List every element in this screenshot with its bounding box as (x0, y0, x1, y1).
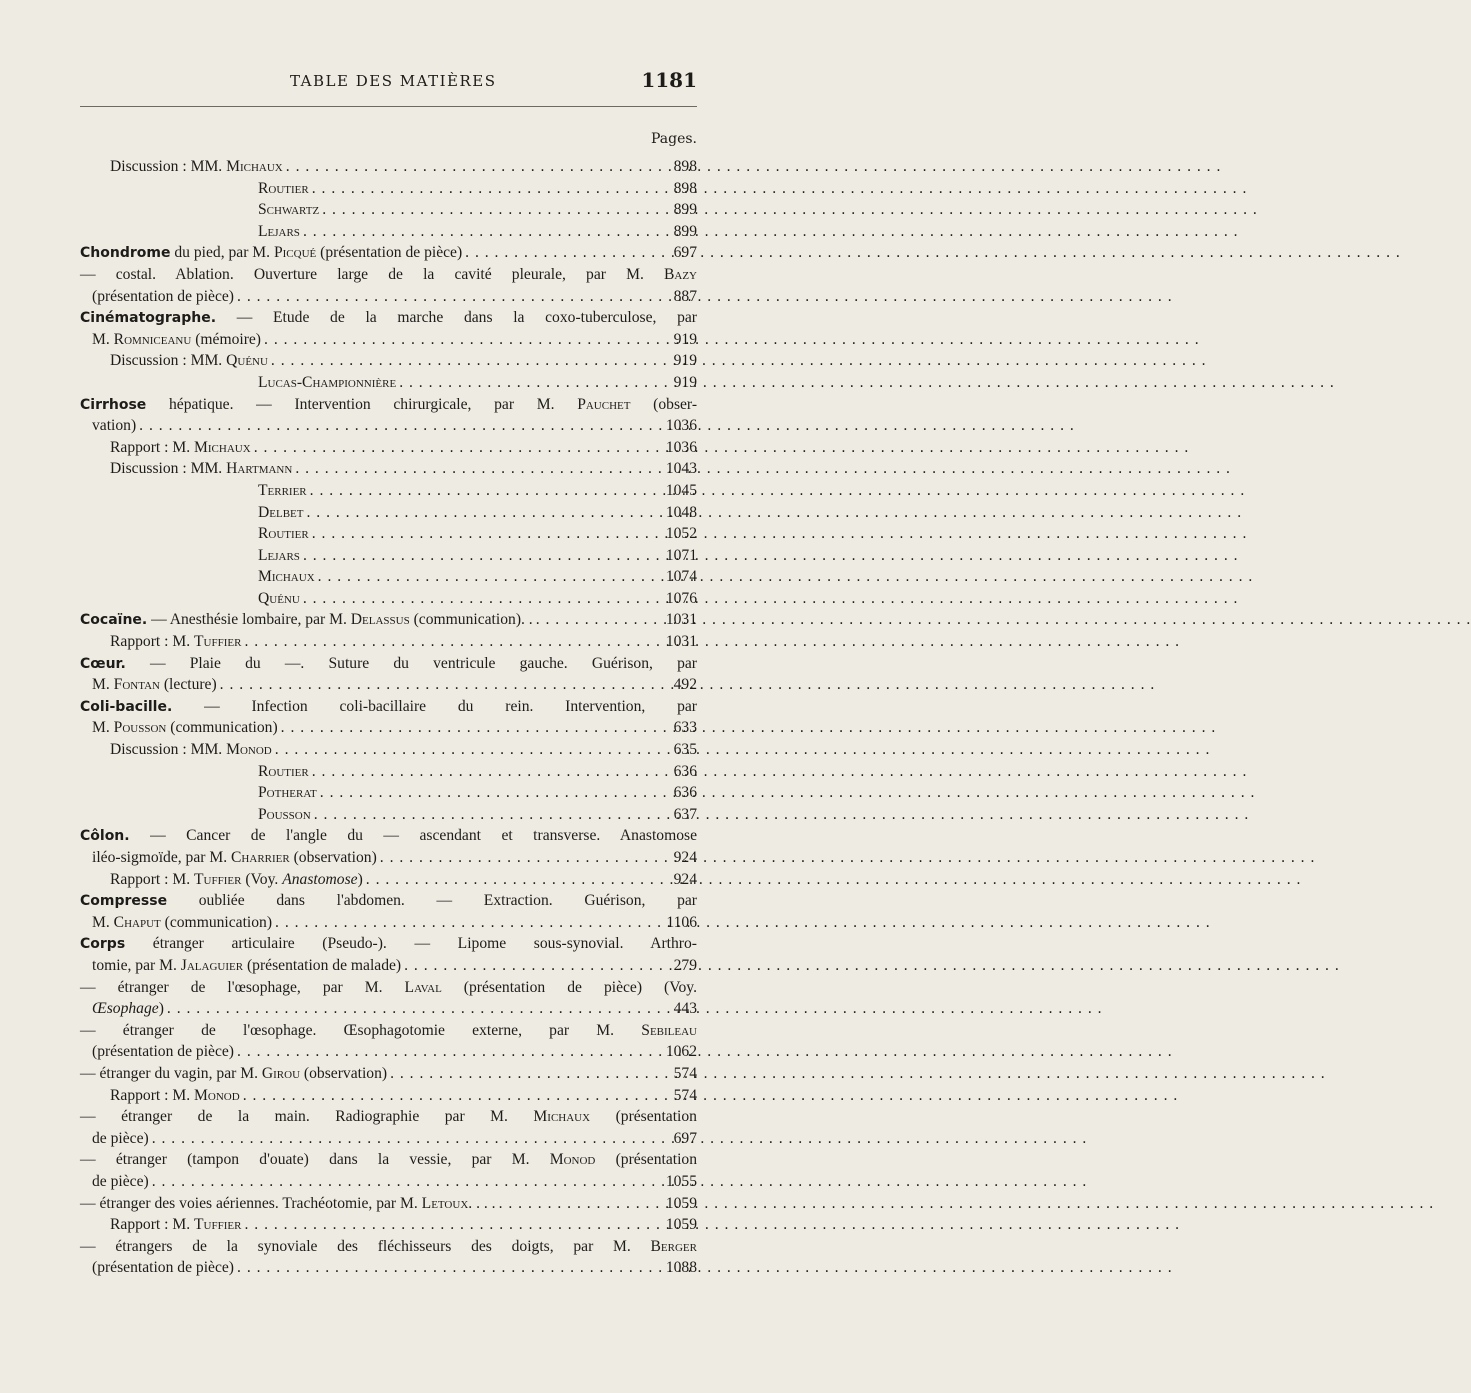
entry-author: Fontan (113, 676, 160, 694)
entry-author: Tuffier (194, 870, 242, 888)
index-entry-line (80, 1236, 697, 1258)
index-entry-line (80, 307, 697, 329)
dot-leader (322, 199, 664, 221)
entry-description-tail: (présentation de pièce) (Voy. (441, 978, 697, 996)
entry-crossref: Anastomose (282, 870, 358, 888)
index-entry-line (80, 1171, 697, 1193)
entry-text (110, 739, 272, 761)
dot-leader (264, 329, 664, 351)
entry-author: Lejars (258, 546, 300, 564)
dot-leader (303, 545, 663, 567)
entry-author: Girou (261, 1064, 301, 1082)
entry-description-tail: . . . . (468, 1194, 496, 1212)
entry-text (80, 1193, 496, 1215)
entry-author: Pousson (113, 719, 167, 737)
dot-leader (390, 1063, 664, 1085)
entry-description: vation) (92, 417, 137, 435)
entry-page-number: 924 (673, 849, 697, 866)
entry-text (80, 1149, 697, 1171)
entry-page-number: 1043 (665, 460, 697, 478)
entry-description-tail: (lecture) (159, 676, 217, 694)
entry-text (258, 804, 311, 826)
index-entry-line (80, 761, 697, 783)
entry-author: Monod (226, 741, 272, 759)
entry-author: Tuffier (194, 1216, 242, 1234)
dot-leader (237, 286, 664, 308)
entry-page-number: 919 (673, 330, 697, 348)
entry-description: — étranger du vagin, par M. (80, 1064, 262, 1082)
entry-text (80, 653, 697, 675)
index-entry-line (80, 350, 697, 372)
entry-text (92, 847, 377, 869)
entry-text (258, 372, 396, 394)
entry-keyword: Cœur. (80, 655, 126, 672)
entry-text (92, 717, 278, 739)
entry-text (258, 566, 315, 588)
entry-page-number: 1036 (665, 417, 697, 435)
entry-description: hépatique. — Intervention chirurgicale, par M. (146, 395, 578, 413)
entry-description: — étranger de l'œsophage, par M. (80, 978, 405, 996)
dot-leader (275, 912, 663, 934)
entry-page-number: 636 (673, 784, 697, 802)
entry-keyword: Cinématographe. (80, 310, 217, 327)
entry-page-number: 1088 (665, 1259, 697, 1277)
entry-description: Rapport : M. (110, 633, 195, 651)
entry-description: (présentation de pièce) (92, 1043, 235, 1061)
entry-text (92, 1257, 234, 1279)
index-entry-line (80, 437, 697, 459)
index-entry-line (80, 717, 697, 739)
index-entry-line (80, 566, 697, 588)
dot-leader (167, 998, 664, 1020)
dot-leader (380, 847, 664, 869)
index-entry-line (80, 264, 697, 286)
index-entry-line (80, 523, 697, 545)
index-entry-line (80, 804, 697, 826)
entry-page-number: 1071 (665, 546, 697, 564)
entry-author: Michaux (226, 158, 283, 175)
entry-author: Monod (549, 1151, 596, 1169)
entry-author: Romniceanu (113, 330, 192, 348)
entry-description: — étranger de la main. Radiographie par M. (80, 1108, 534, 1126)
index-entry-line (80, 696, 697, 718)
entry-author: Quénu (226, 352, 268, 370)
index-entry-line (80, 609, 697, 631)
entry-crossref: Œsophage (92, 1000, 159, 1018)
entry-keyword: Côlon. (80, 828, 130, 845)
entry-page-number: 1059 (665, 1194, 697, 1212)
entry-description: — Cancer de l'angle du — ascendant et transverse. Anastomose (129, 827, 697, 845)
entry-author: Tuffier (194, 633, 242, 651)
entry-text (80, 825, 697, 847)
dot-leader (536, 609, 663, 631)
entry-page-number: 899 (673, 222, 697, 240)
index-entry-line (80, 977, 697, 999)
dot-leader (306, 502, 662, 524)
entry-text (258, 199, 319, 221)
entry-description: étranger articulaire (Pseudo-). — Lipome sous-synovial. Arthro- (125, 935, 697, 953)
entry-description: Rapport : M. (110, 1216, 195, 1234)
header-rule (80, 106, 697, 107)
entry-text (110, 1085, 240, 1107)
dot-leader (295, 458, 662, 480)
entry-page-number: 1106 (666, 913, 697, 931)
entry-page-number: 574 (673, 1086, 697, 1104)
entry-description: M. (92, 913, 114, 931)
entry-description: — Etude de la marche dans la coxo-tuberculose, par (216, 309, 697, 327)
entry-author: Picqué (273, 244, 317, 262)
entry-text (92, 1041, 234, 1063)
entry-description: Discussion : MM. (110, 158, 227, 175)
entry-description-tail: (communication). . (409, 611, 533, 629)
dot-leader (152, 1128, 664, 1150)
entry-page-number: 919 (673, 352, 697, 370)
index-entry-line (80, 1106, 697, 1128)
entry-author: Bazy (663, 265, 697, 283)
pages-column-label: Pages. (650, 131, 697, 147)
dot-leader (243, 1085, 664, 1107)
entry-page-number: 1031 (665, 633, 697, 651)
entry-description: M. (92, 330, 114, 348)
dot-leader (271, 350, 664, 372)
index-entry-line (80, 825, 697, 847)
entry-text (92, 1171, 149, 1193)
page-number: 1181 (641, 68, 697, 92)
entry-text (258, 502, 303, 524)
entry-description: Rapport : M. (110, 870, 195, 888)
index-entry-line (80, 1193, 697, 1215)
entry-description: de pièce) (92, 1172, 149, 1190)
entry-text (258, 523, 309, 545)
entry-author: Terrier (258, 481, 307, 499)
dot-leader (244, 631, 662, 653)
entry-text (80, 1020, 697, 1042)
index-entries (80, 156, 697, 1279)
index-entry-line (80, 1149, 697, 1171)
entry-page-number: 574 (673, 1064, 697, 1082)
entry-keyword: Compresse (80, 893, 168, 910)
entry-description: — Plaie du —. Suture du ventricule gauche. Guérison, par (125, 654, 697, 672)
dot-leader (254, 437, 663, 459)
entry-text (80, 307, 697, 329)
dot-leader (312, 523, 663, 545)
index-entry-line (80, 502, 697, 524)
dot-leader (312, 178, 664, 200)
entry-text (80, 1236, 697, 1258)
index-entry-line (80, 955, 697, 977)
index-entry-line (80, 199, 697, 221)
index-entry-line (80, 912, 697, 934)
entry-author: Berger (650, 1237, 697, 1255)
page-header (80, 66, 697, 96)
entry-text (80, 933, 697, 955)
dot-leader (499, 1193, 663, 1215)
entry-description-tail: ) (357, 870, 363, 888)
index-entry-line (80, 739, 697, 761)
index-entry-line (80, 890, 697, 912)
entry-description: (présentation de pièce) (92, 287, 235, 305)
entry-author: Routier (258, 525, 309, 543)
entry-page-number: 635 (673, 741, 697, 759)
entry-page-number: 1052 (665, 525, 697, 543)
entry-page-number: 1031 (665, 611, 697, 629)
index-entry-line (80, 1020, 697, 1042)
entry-page-number: 1048 (665, 503, 697, 521)
entry-description: — étranger (tampon d'ouate) dans la vessie, par M. (80, 1151, 550, 1169)
entry-description-tail: (communication) (160, 913, 273, 931)
entry-author: Pauchet (577, 395, 631, 413)
entry-description: — étrangers de la synoviale des fléchisseurs des doigts, par M. (80, 1237, 651, 1255)
entry-description: (présentation de pièce) (92, 1259, 235, 1277)
entry-keyword: Corps (80, 936, 126, 953)
entry-description: M. (92, 719, 114, 737)
entry-author: Charrier (231, 849, 290, 866)
index-entry-line (80, 869, 697, 891)
entry-description-tail: ) (158, 1000, 164, 1018)
entry-text (92, 998, 164, 1020)
entry-description: tomie, par M. (92, 956, 181, 974)
index-entry-line (80, 1063, 697, 1085)
entry-author: Pousson (258, 805, 311, 823)
entry-author: Routier (258, 179, 309, 197)
entry-text (92, 415, 136, 437)
dot-leader (244, 1214, 662, 1236)
dot-leader (220, 674, 664, 696)
entry-description: — étranger des voies aériennes. Trachéotomie, par M. (80, 1194, 422, 1212)
entry-description: M. (92, 676, 114, 694)
index-entry-line (80, 458, 697, 480)
entry-description: de pièce) (92, 1129, 149, 1147)
entry-description-tail: (communication) (166, 719, 278, 737)
dot-leader (465, 242, 664, 264)
entry-author: Michaux (258, 568, 315, 586)
entry-text (110, 458, 292, 480)
entry-text (258, 221, 300, 243)
entry-text (258, 588, 300, 610)
entry-description: — étranger de l'œsophage. Œsophagotomie externe, par M. (80, 1021, 642, 1039)
entry-page-number: 633 (673, 719, 697, 737)
index-entry-line (80, 286, 697, 308)
entry-page-number: 1074 (665, 568, 697, 586)
index-entry-line (80, 221, 697, 243)
entry-text (258, 761, 309, 783)
index-entry-line (80, 1214, 697, 1236)
entry-page-number: 887 (673, 287, 697, 305)
entry-text (80, 242, 462, 264)
index-entry-line (80, 1085, 697, 1107)
entry-author: Lejars (258, 222, 300, 240)
entry-text (80, 1063, 387, 1085)
entry-author: Chaput (113, 913, 161, 931)
entry-text (92, 955, 401, 977)
dot-leader (286, 156, 664, 178)
entry-text (80, 977, 697, 999)
entry-text (258, 480, 307, 502)
dot-leader (139, 415, 663, 437)
entry-author: Schwartz (258, 201, 320, 219)
index-entry-line (80, 1128, 697, 1150)
dot-leader (404, 955, 664, 977)
index-entry-line (80, 653, 697, 675)
index-entry-line (80, 329, 697, 351)
entry-page-number: 1059 (665, 1216, 697, 1234)
index-entry-line (80, 998, 697, 1020)
entry-description-tail: (présentation de pièce) (316, 244, 463, 262)
entry-description-tail: (observation) (289, 849, 377, 866)
index-entry-line (80, 545, 697, 567)
dot-leader (399, 372, 664, 394)
entry-description-tail: (présentation (590, 1108, 697, 1126)
entry-page-number: 898 (673, 179, 697, 197)
entry-text (80, 609, 533, 631)
index-entry-line (80, 631, 697, 653)
entry-description-tail: (observation) (300, 1064, 388, 1082)
index-entry-line (80, 372, 697, 394)
index-entry-line (80, 394, 697, 416)
entry-text (258, 782, 317, 804)
entry-description: iléo-sigmoïde, par M. (92, 849, 232, 866)
index-entry-line (80, 480, 697, 502)
entry-author: Quénu (258, 589, 300, 607)
entry-page-number: 898 (673, 158, 697, 175)
entry-text (110, 869, 363, 891)
index-entry-line (80, 242, 697, 264)
entry-page-number: 1045 (665, 481, 697, 499)
entry-page-number: 279 (673, 956, 697, 974)
running-title: TABLE DES MATIÈRES (290, 72, 497, 90)
entry-keyword: Chondrome (80, 245, 171, 262)
entry-description: oubliée dans l'abdomen. — Extraction. Guérison, par (167, 892, 697, 910)
entry-description: — Anesthésie lombaire, par M. (147, 611, 351, 629)
dot-leader (152, 1171, 663, 1193)
entry-author: Letoux (421, 1194, 469, 1212)
index-entry-line (80, 178, 697, 200)
entry-author: Monod (194, 1086, 240, 1104)
entry-description: — costal. Ablation. Ouverture large de la cavité pleurale, par M. (80, 265, 664, 283)
entry-text (80, 696, 697, 718)
dot-leader (310, 480, 663, 502)
entry-keyword: Cirrhose (80, 396, 147, 413)
entry-text (92, 912, 272, 934)
entry-page-number: 1076 (665, 589, 697, 607)
entry-page-number: 1055 (665, 1172, 697, 1190)
dot-leader (281, 717, 664, 739)
entry-page-number: 919 (673, 373, 697, 391)
entry-description: du pied, par M. (170, 244, 274, 262)
entry-page-number: 443 (673, 1000, 697, 1018)
index-entry-line (80, 847, 697, 869)
entry-text (110, 437, 251, 459)
entry-author: Michaux (194, 438, 251, 456)
entry-description: Discussion : MM. (110, 460, 227, 478)
entry-page-number: 1062 (665, 1043, 697, 1061)
entry-description: — Infection coli-bacillaire du rein. Intervention, par (172, 697, 697, 715)
entry-description: Discussion : MM. (110, 352, 227, 370)
entry-text (110, 350, 268, 372)
index-entry-line (80, 415, 697, 437)
entry-author: Delbet (258, 503, 304, 521)
index-entry-line (80, 782, 697, 804)
entry-description-tail: (mémoire) (191, 330, 262, 348)
entry-text (258, 178, 309, 200)
dot-leader (320, 782, 664, 804)
entry-text (92, 1128, 149, 1150)
entry-text (80, 1106, 697, 1128)
index-entry-line (80, 1257, 697, 1279)
index-entry-line (80, 674, 697, 696)
entry-author: Potherat (258, 784, 317, 802)
entry-keyword: Coli-bacille. (80, 698, 173, 715)
entry-text (92, 286, 234, 308)
dot-leader (237, 1257, 663, 1279)
entry-author: Delassus (350, 611, 410, 629)
dot-leader (303, 588, 663, 610)
index-entry-line (80, 588, 697, 610)
entry-author: Sebileau (641, 1021, 697, 1039)
entry-description-tail: (Voy. (241, 870, 283, 888)
entry-description: Rapport : M. (110, 438, 195, 456)
entry-text (80, 890, 697, 912)
entry-author: Hartmann (226, 460, 293, 478)
entry-description-tail: (présentation (595, 1151, 697, 1169)
entry-author: Routier (258, 762, 309, 780)
entry-text (110, 631, 241, 653)
entry-description-tail: (présentation de malade) (243, 956, 402, 974)
entry-text (92, 329, 261, 351)
entry-text (110, 156, 283, 178)
entry-page-number: 899 (673, 201, 697, 219)
entry-text (80, 264, 697, 286)
entry-text (258, 545, 300, 567)
dot-leader (275, 739, 664, 761)
entry-description-tail: (obser- (630, 395, 698, 413)
dot-leader (314, 804, 664, 826)
index-entry-line (80, 1041, 697, 1063)
entry-page-number: 1036 (665, 438, 697, 456)
dot-leader (312, 761, 664, 783)
entry-author: Lucas-Championnière (258, 373, 397, 391)
entry-author: Jalaguier (180, 956, 244, 974)
entry-text (110, 1214, 241, 1236)
entry-page-number: 492 (673, 676, 697, 694)
entry-page-number: 636 (673, 762, 697, 780)
index-entry-line (80, 933, 697, 955)
dot-leader (237, 1041, 663, 1063)
entry-description: Rapport : M. (110, 1086, 195, 1104)
dot-leader (318, 566, 663, 588)
entry-page-number: 924 (673, 870, 697, 888)
entry-author: Michaux (533, 1108, 591, 1126)
dot-leader (366, 869, 664, 891)
entry-text (92, 674, 217, 696)
dot-leader (303, 221, 664, 243)
entry-description: Discussion : MM. (110, 741, 227, 759)
entry-page-number: 697 (673, 244, 697, 262)
entry-author: Laval (404, 978, 442, 996)
entry-page-number: 697 (673, 1129, 697, 1147)
entry-page-number: 637 (673, 805, 697, 823)
entry-text (80, 394, 697, 416)
index-entry-line (80, 156, 697, 178)
entry-keyword: Cocaïne. (80, 612, 148, 629)
